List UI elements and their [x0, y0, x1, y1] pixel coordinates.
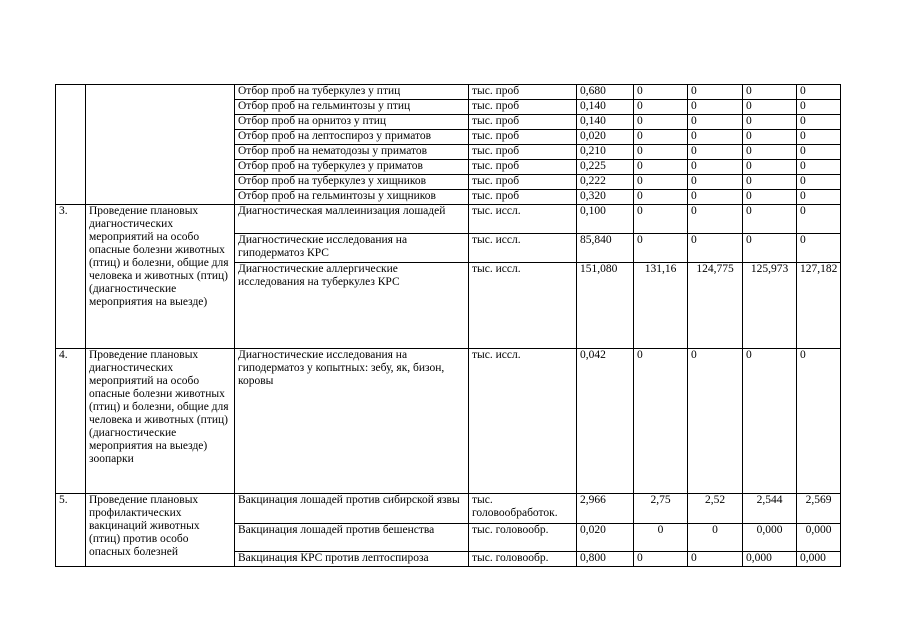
row-number-cell — [56, 85, 86, 205]
value-cell: 0 — [688, 130, 743, 145]
unit-cell: тыс. проб — [469, 175, 577, 190]
activity-name-cell: Проведение плановых профилактических вакцинаций животных (птиц) против особо опасных болезней — [86, 494, 235, 567]
activity-name-cell — [86, 85, 235, 205]
table-row — [56, 205, 841, 234]
item-cell: Вакцинация лошадей против бешенства — [235, 524, 469, 552]
item-cell: Отбор проб на туберкулез у птиц — [235, 85, 469, 100]
value-cell: 0 — [797, 175, 841, 190]
value-cell: 0,210 — [577, 145, 634, 160]
value-cell: 0,320 — [577, 190, 634, 205]
value-cell: 0 — [688, 205, 743, 234]
item-cell: Отбор проб на гельминтозы у хищников — [235, 190, 469, 205]
value-cell: 0 — [634, 160, 688, 175]
value-cell: 0 — [688, 524, 743, 552]
unit-cell: тыс. проб — [469, 100, 577, 115]
unit-cell: тыс. иссл. — [469, 205, 577, 234]
value-cell: 2,52 — [688, 494, 743, 524]
item-cell: Отбор проб на орнитоз у птиц — [235, 115, 469, 130]
value-cell: 0 — [634, 100, 688, 115]
value-cell: 0 — [688, 145, 743, 160]
value-cell: 0,000 — [743, 524, 797, 552]
data-table — [55, 84, 841, 567]
value-cell: 125,973 — [743, 263, 797, 349]
value-cell: 0 — [797, 145, 841, 160]
activity-name-cell: Проведение плановых диагностических мероприятий на особо опасные болезни животных (птиц) и болезни, общие для человека и животных (птиц) (диагностические мероприятия на выезде) — [86, 205, 235, 349]
value-cell: 0,000 — [797, 552, 841, 567]
value-cell: 0 — [743, 145, 797, 160]
unit-cell: тыс. иссл. — [469, 349, 577, 494]
unit-cell: тыс. головообработок. — [469, 494, 577, 524]
value-cell: 0,140 — [577, 115, 634, 130]
unit-cell: тыс. проб — [469, 160, 577, 175]
unit-cell: тыс. проб — [469, 190, 577, 205]
value-cell: 0 — [688, 552, 743, 567]
item-cell: Диагностические аллергические исследования на туберкулез КРС — [235, 263, 469, 349]
value-cell: 0,140 — [577, 100, 634, 115]
row-number-cell: 5. — [56, 494, 86, 567]
value-cell: 151,080 — [577, 263, 634, 349]
item-cell: Отбор проб на нематодозы у приматов — [235, 145, 469, 160]
unit-cell: тыс. проб — [469, 115, 577, 130]
table-row — [56, 85, 841, 100]
value-cell: 0 — [634, 175, 688, 190]
value-cell: 0 — [688, 175, 743, 190]
value-cell: 0 — [743, 175, 797, 190]
item-cell: Отбор проб на туберкулез у приматов — [235, 160, 469, 175]
value-cell: 0 — [634, 130, 688, 145]
unit-cell: тыс. проб — [469, 145, 577, 160]
value-cell: 127,182 — [797, 263, 841, 349]
value-cell: 0,000 — [797, 524, 841, 552]
value-cell: 0 — [743, 234, 797, 263]
value-cell: 0 — [797, 115, 841, 130]
item-cell: Отбор проб на лептоспироз у приматов — [235, 130, 469, 145]
value-cell: 0,000 — [743, 552, 797, 567]
value-cell: 0 — [797, 100, 841, 115]
item-cell: Вакцинация лошадей против сибирской язвы — [235, 494, 469, 524]
value-cell: 0 — [797, 85, 841, 100]
value-cell: 85,840 — [577, 234, 634, 263]
value-cell: 0 — [634, 349, 688, 494]
value-cell: 2,544 — [743, 494, 797, 524]
value-cell: 0,042 — [577, 349, 634, 494]
value-cell: 0 — [634, 115, 688, 130]
activity-name-cell: Проведение плановых диагностических мероприятий на особо опасные болезни животных (птиц) и болезни, общие для человека и животных (птиц) (диагностические мероприятия на выезде) зоопарки — [86, 349, 235, 494]
item-cell: Отбор проб на гельминтозы у птиц — [235, 100, 469, 115]
value-cell: 0,225 — [577, 160, 634, 175]
value-cell: 0 — [634, 205, 688, 234]
unit-cell: тыс. проб — [469, 85, 577, 100]
value-cell: 131,16 — [634, 263, 688, 349]
value-cell: 0 — [634, 552, 688, 567]
value-cell: 124,775 — [688, 263, 743, 349]
value-cell: 0,800 — [577, 552, 634, 567]
value-cell: 0,020 — [577, 130, 634, 145]
value-cell: 0 — [688, 190, 743, 205]
value-cell: 0 — [634, 234, 688, 263]
value-cell: 0 — [634, 190, 688, 205]
value-cell: 2,569 — [797, 494, 841, 524]
item-cell: Диагностические исследования на гиподерматоз у копытных: зебу, як, бизон, коровы — [235, 349, 469, 494]
value-cell: 0 — [743, 160, 797, 175]
value-cell: 0 — [688, 85, 743, 100]
unit-cell: тыс. иссл. — [469, 263, 577, 349]
value-cell: 0 — [743, 130, 797, 145]
value-cell: 0 — [743, 85, 797, 100]
value-cell: 0 — [797, 349, 841, 494]
item-cell: Отбор проб на туберкулез у хищников — [235, 175, 469, 190]
value-cell: 0 — [688, 234, 743, 263]
value-cell: 0 — [797, 234, 841, 263]
unit-cell: тыс. иссл. — [469, 234, 577, 263]
value-cell: 0 — [743, 115, 797, 130]
unit-cell: тыс. проб — [469, 130, 577, 145]
value-cell: 0 — [743, 100, 797, 115]
value-cell: 0 — [743, 349, 797, 494]
value-cell: 0 — [797, 205, 841, 234]
value-cell: 0 — [688, 349, 743, 494]
value-cell: 0,020 — [577, 524, 634, 552]
value-cell: 2,75 — [634, 494, 688, 524]
unit-cell: тыс. головообр. — [469, 524, 577, 552]
value-cell: 0 — [634, 85, 688, 100]
item-cell: Диагностическая маллеинизация лошадей — [235, 205, 469, 234]
value-cell: 0,680 — [577, 85, 634, 100]
value-cell: 0 — [634, 524, 688, 552]
item-cell: Вакцинация КРС против лептоспироза — [235, 552, 469, 567]
item-cell: Диагностические исследования на гиподерматоз КРС — [235, 234, 469, 263]
value-cell: 0 — [743, 190, 797, 205]
value-cell: 0,222 — [577, 175, 634, 190]
row-number-cell: 4. — [56, 349, 86, 494]
value-cell: 2,966 — [577, 494, 634, 524]
value-cell: 0 — [797, 130, 841, 145]
table-row — [56, 349, 841, 494]
value-cell: 0 — [797, 160, 841, 175]
value-cell: 0,100 — [577, 205, 634, 234]
table-row — [56, 494, 841, 524]
value-cell: 0 — [688, 115, 743, 130]
value-cell: 0 — [688, 160, 743, 175]
value-cell: 0 — [797, 190, 841, 205]
row-number-cell: 3. — [56, 205, 86, 349]
value-cell: 0 — [688, 100, 743, 115]
value-cell: 0 — [634, 145, 688, 160]
unit-cell: тыс. головообр. — [469, 552, 577, 567]
value-cell: 0 — [743, 205, 797, 234]
